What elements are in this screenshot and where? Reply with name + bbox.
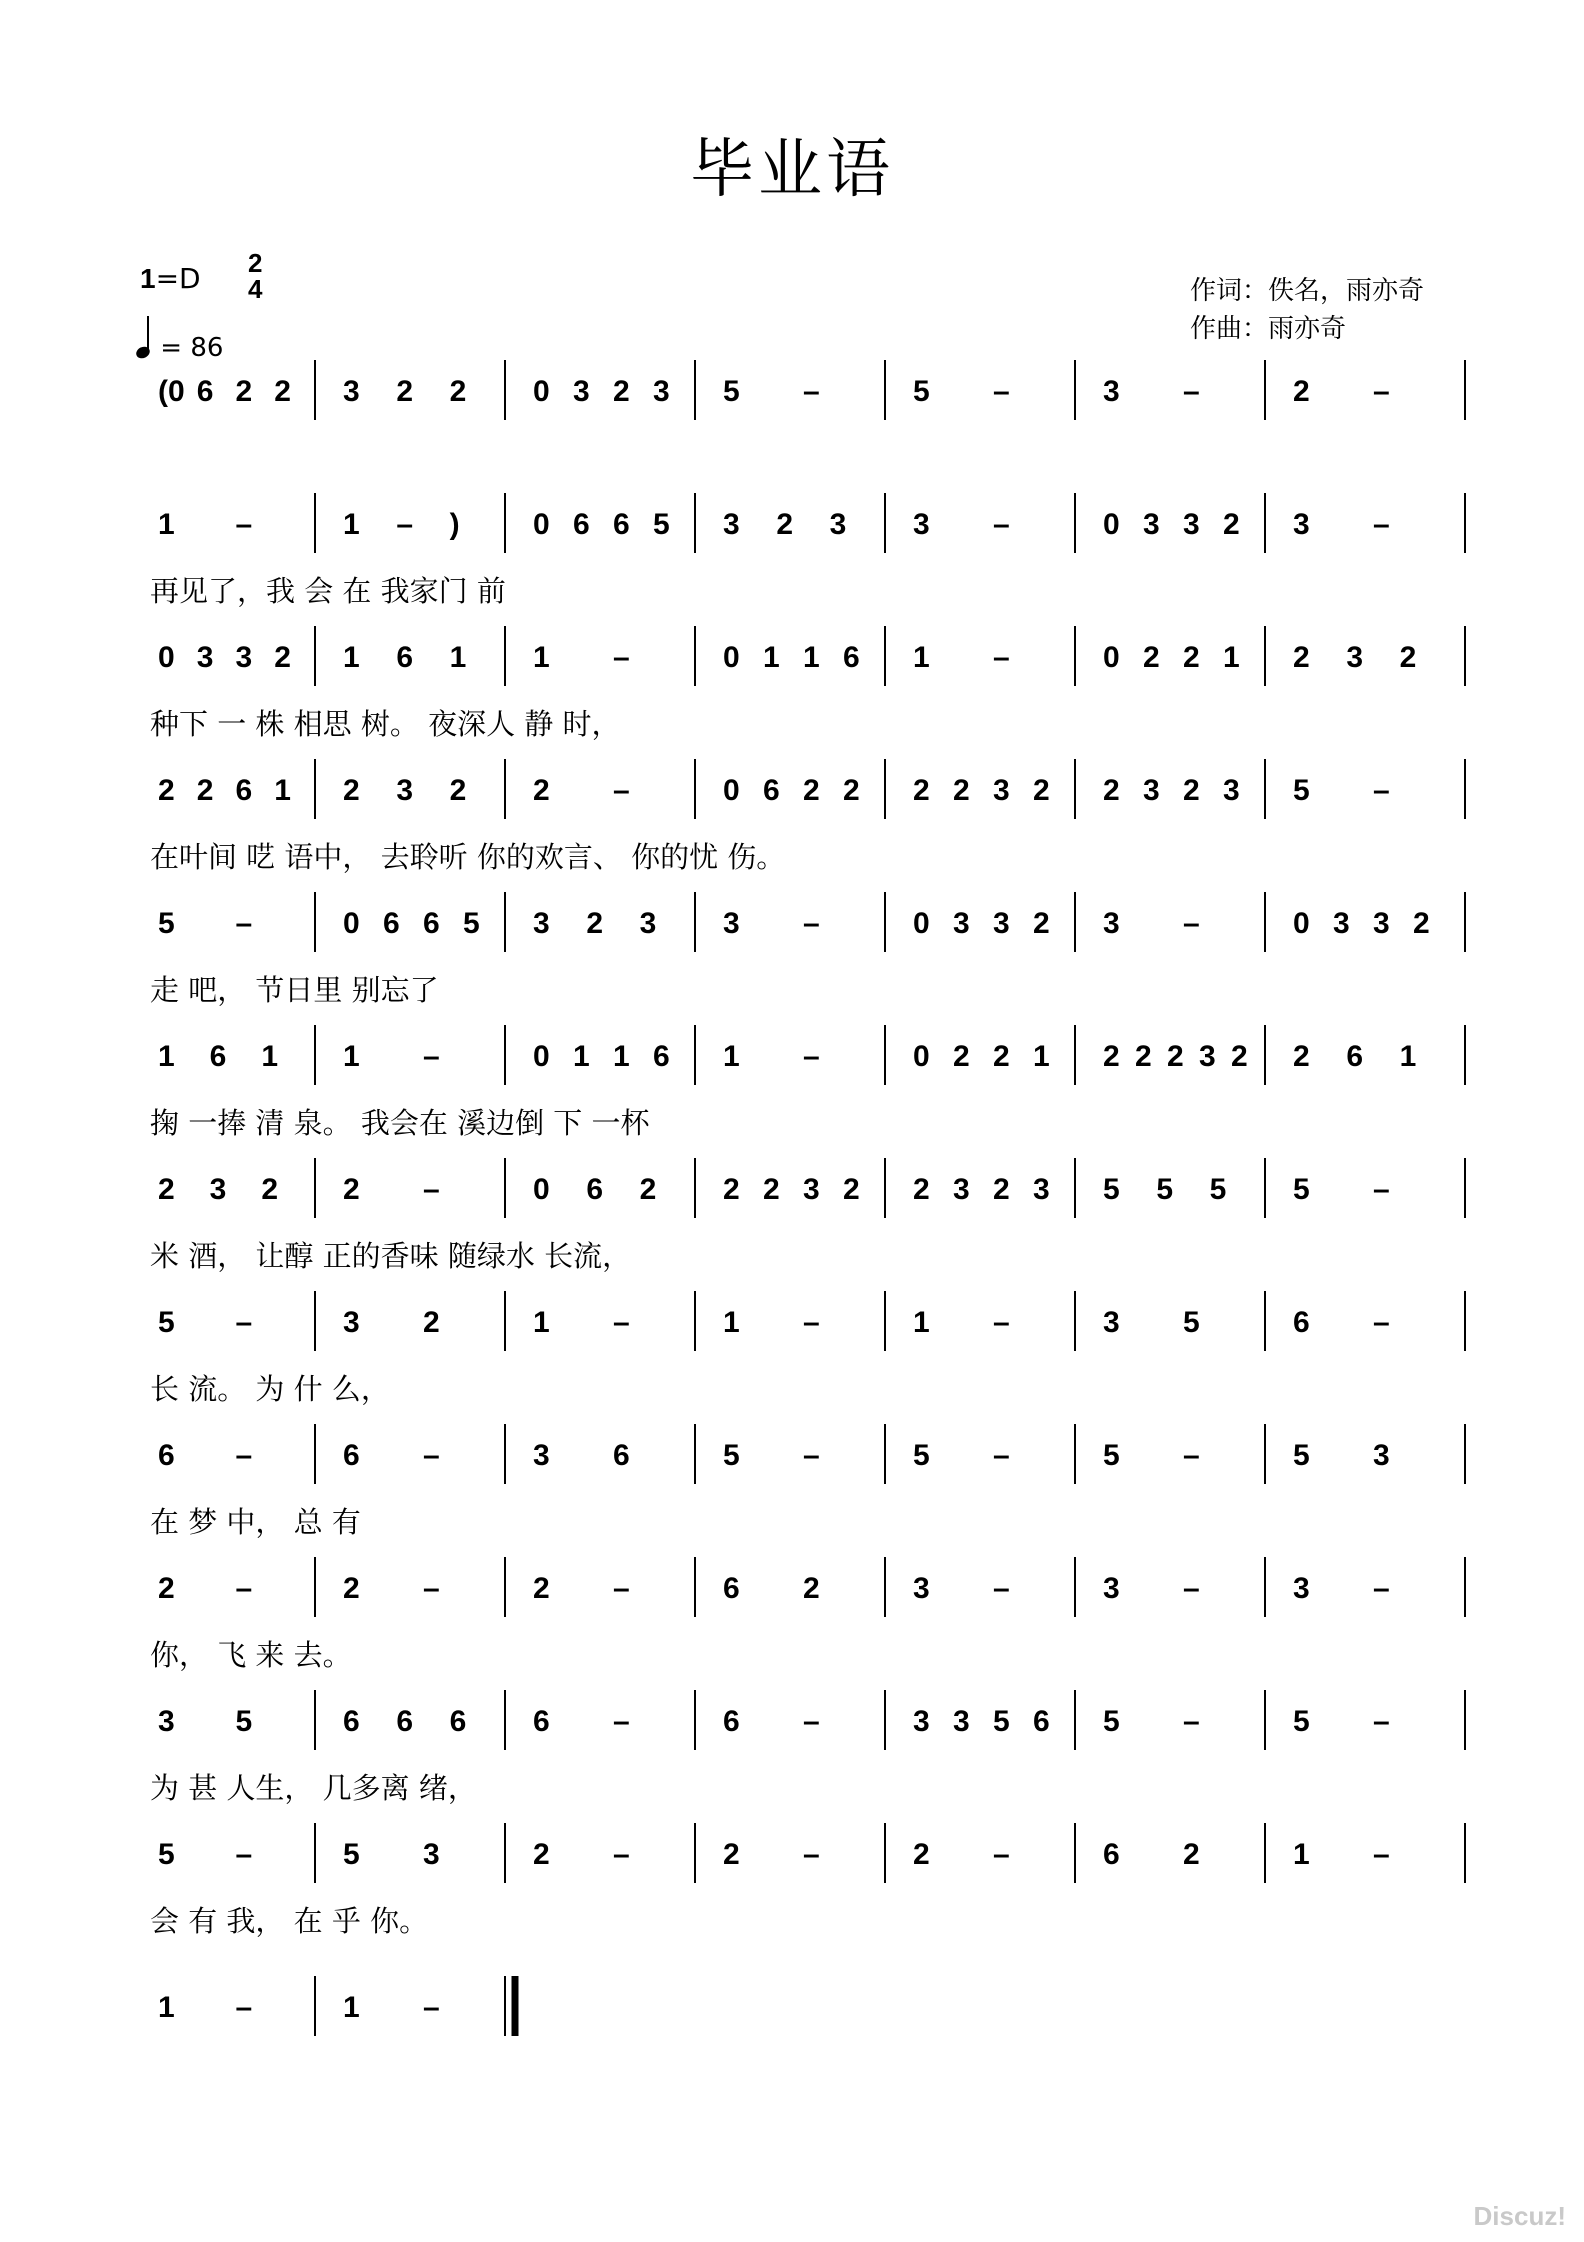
jianpu-note: 5 bbox=[1293, 1705, 1310, 1738]
jianpu-note: 2 bbox=[1183, 774, 1200, 807]
jianpu-note: 2 bbox=[913, 1173, 930, 1206]
jianpu-note: 2 bbox=[1223, 508, 1240, 541]
jianpu-note: 0 bbox=[723, 774, 740, 807]
jianpu-note: 5 bbox=[1103, 1705, 1120, 1738]
jianpu-note: 1 bbox=[1223, 641, 1240, 674]
jianpu-note: 2 bbox=[158, 774, 175, 807]
jianpu-note: – bbox=[803, 1705, 820, 1738]
jianpu-note: 5 bbox=[1293, 1173, 1310, 1206]
jianpu-note: – bbox=[613, 1306, 630, 1339]
jianpu-note: 2 bbox=[843, 1173, 860, 1206]
jianpu-note: – bbox=[423, 1040, 440, 1073]
jianpu-note: – bbox=[1183, 1705, 1200, 1738]
jianpu-note: 6 bbox=[449, 1705, 467, 1738]
jianpu-note: 2 bbox=[776, 508, 794, 541]
jianpu-note: 3 bbox=[829, 508, 847, 541]
jianpu-note: – bbox=[613, 774, 630, 807]
jianpu-note: 2 bbox=[449, 375, 467, 408]
jianpu-note: 2 bbox=[1293, 375, 1310, 408]
jianpu-note: – bbox=[1373, 1173, 1390, 1206]
jianpu-note: 5 bbox=[158, 1838, 175, 1871]
jianpu-note: 1 bbox=[803, 641, 820, 674]
jianpu-note: 5 bbox=[913, 1439, 930, 1472]
jianpu-note: 1 bbox=[343, 1991, 360, 2024]
jianpu-note: – bbox=[1183, 907, 1200, 940]
jianpu-note: 2 bbox=[993, 1040, 1010, 1073]
jianpu-note: 3 bbox=[953, 1705, 970, 1738]
jianpu-note: – bbox=[235, 1439, 253, 1472]
jianpu-note: 3 bbox=[423, 1838, 440, 1871]
jianpu-note: 1 bbox=[613, 1040, 630, 1073]
jianpu-note: 3 bbox=[533, 907, 550, 940]
jianpu-note: 2 bbox=[1413, 907, 1430, 940]
jianpu-note: – bbox=[613, 641, 630, 674]
jianpu-note: 5 bbox=[913, 375, 930, 408]
jianpu-note: 6 bbox=[723, 1572, 740, 1605]
jianpu-note: 1 bbox=[1399, 1040, 1417, 1073]
jianpu-note: 2 bbox=[343, 774, 360, 807]
jianpu-note: 3 bbox=[343, 1306, 360, 1339]
jianpu-note: 1 bbox=[158, 508, 175, 541]
jianpu-note: – bbox=[235, 1838, 253, 1871]
jianpu-note: 3 bbox=[953, 1173, 970, 1206]
lyrics-line: 你， 飞 来 去。 bbox=[150, 1638, 352, 1672]
jianpu-note: – bbox=[993, 1306, 1010, 1339]
jianpu-note: 2 bbox=[1293, 641, 1310, 674]
jianpu-note: 0 bbox=[533, 1173, 550, 1206]
jianpu-note: 3 bbox=[953, 907, 970, 940]
jianpu-note: 6 bbox=[1346, 1040, 1364, 1073]
jianpu-note: 6 bbox=[343, 1705, 360, 1738]
lyrics-line: 在叶间 呓 语中， 去聆听 你的欢言、 你的忧 伤。 bbox=[150, 840, 786, 874]
jianpu-note: 5 bbox=[993, 1705, 1010, 1738]
jianpu-note: 1 bbox=[158, 1991, 175, 2024]
jianpu-note: 2 bbox=[1183, 1838, 1200, 1871]
jianpu-note: 2 bbox=[274, 375, 291, 408]
jianpu-note: 3 bbox=[1333, 907, 1350, 940]
jianpu-note: 2 bbox=[913, 774, 930, 807]
jianpu-note: 2 bbox=[723, 1838, 740, 1871]
jianpu-note: – bbox=[803, 1439, 820, 1472]
jianpu-note: 6 bbox=[613, 508, 630, 541]
jianpu-note: 3 bbox=[1103, 1306, 1120, 1339]
jianpu-note: 2 bbox=[843, 774, 860, 807]
jianpu-note: 1 bbox=[913, 641, 930, 674]
jianpu-note: – bbox=[235, 907, 253, 940]
jianpu-note: 6 bbox=[396, 1705, 414, 1738]
jianpu-note: 1 bbox=[1293, 1838, 1310, 1871]
jianpu-note: – bbox=[613, 1572, 630, 1605]
jianpu-note: 6 bbox=[1293, 1306, 1310, 1339]
jianpu-note: 2 bbox=[953, 774, 970, 807]
jianpu-note: 1 bbox=[449, 641, 467, 674]
jianpu-note: – bbox=[613, 1838, 630, 1871]
jianpu-note: 3 bbox=[343, 375, 360, 408]
jianpu-note: – bbox=[235, 1991, 253, 2024]
time-signature-bottom: 4 bbox=[248, 274, 263, 304]
jianpu-note: 3 bbox=[993, 907, 1010, 940]
jianpu-note: 6 bbox=[586, 1173, 604, 1206]
jianpu-note: 2 bbox=[953, 1040, 970, 1073]
jianpu-note: – bbox=[1373, 1306, 1390, 1339]
jianpu-note: 3 bbox=[639, 907, 657, 940]
jianpu-note: 2 bbox=[396, 375, 414, 408]
jianpu-note: – bbox=[613, 1705, 630, 1738]
jianpu-note: 0 bbox=[533, 375, 550, 408]
jianpu-note: 1 bbox=[158, 1040, 175, 1073]
jianpu-note: 0 bbox=[913, 1040, 930, 1073]
jianpu-note: – bbox=[993, 1572, 1010, 1605]
jianpu-note: – bbox=[396, 508, 414, 541]
jianpu-note: 0 bbox=[343, 907, 360, 940]
jianpu-note: 6 bbox=[158, 1439, 175, 1472]
jianpu-note: 5 bbox=[1183, 1306, 1200, 1339]
watermark: Discuz! bbox=[1473, 2201, 1566, 2231]
jianpu-note: 2 bbox=[1103, 774, 1120, 807]
jianpu-note: 2 bbox=[1033, 907, 1050, 940]
jianpu-note: 0 bbox=[1293, 907, 1310, 940]
jianpu-note: 0 bbox=[723, 641, 740, 674]
jianpu-note: – bbox=[803, 1306, 820, 1339]
jianpu-note: 5 bbox=[653, 508, 670, 541]
jianpu-note: – bbox=[235, 1572, 253, 1605]
jianpu-note: – bbox=[1373, 375, 1390, 408]
jianpu-note: 1 bbox=[343, 1040, 360, 1073]
jianpu-note: 2 bbox=[1293, 1040, 1310, 1073]
jianpu-note: 2 bbox=[913, 1838, 930, 1871]
jianpu-note: 5 bbox=[1293, 1439, 1310, 1472]
jianpu-note: 2 bbox=[449, 774, 467, 807]
jianpu-note: 2 bbox=[1135, 1040, 1152, 1073]
jianpu-note: 2 bbox=[993, 1173, 1010, 1206]
jianpu-note: 3 bbox=[1346, 641, 1364, 674]
jianpu-note: 6 bbox=[209, 1040, 227, 1073]
jianpu-note: 5 bbox=[723, 375, 740, 408]
jianpu-note: – bbox=[1183, 1439, 1200, 1472]
lyricist-credit: 作词：佚名，雨亦奇 bbox=[1190, 276, 1425, 306]
jianpu-note: 3 bbox=[1103, 375, 1120, 408]
jianpu-note: 5 bbox=[1209, 1173, 1227, 1206]
jianpu-note: 0 bbox=[1103, 641, 1120, 674]
jianpu-note: 6 bbox=[763, 774, 780, 807]
jianpu-note: 6 bbox=[613, 1439, 630, 1472]
jianpu-note: – bbox=[1373, 1838, 1390, 1871]
jianpu-note: 6 bbox=[573, 508, 590, 541]
jianpu-note: 0 bbox=[533, 508, 550, 541]
jianpu-note: 2 bbox=[158, 1173, 175, 1206]
jianpu-note: 0 bbox=[1103, 508, 1120, 541]
jianpu-note: – bbox=[993, 641, 1010, 674]
jianpu-note: 5 bbox=[158, 1306, 175, 1339]
jianpu-note: 3 bbox=[1293, 1572, 1310, 1605]
jianpu-note: 0 bbox=[158, 641, 175, 674]
jianpu-note: 3 bbox=[1143, 508, 1160, 541]
jianpu-note: 2 bbox=[158, 1572, 175, 1605]
jianpu-note: – bbox=[423, 1572, 440, 1605]
jianpu-note: – bbox=[803, 907, 820, 940]
jianpu-note: – bbox=[423, 1173, 440, 1206]
jianpu-note: 2 bbox=[639, 1173, 657, 1206]
lyrics-line: 掬 一捧 清 泉。 我会在 溪边倒 下 一杯 bbox=[150, 1106, 650, 1140]
tempo-value: = 86 bbox=[160, 333, 224, 363]
jianpu-note: ) bbox=[449, 508, 460, 541]
jianpu-note: 3 bbox=[1143, 774, 1160, 807]
jianpu-note: – bbox=[1183, 375, 1200, 408]
jianpu-note: 1 bbox=[1033, 1040, 1050, 1073]
jianpu-note: 3 bbox=[1293, 508, 1310, 541]
jianpu-note: 3 bbox=[1199, 1040, 1216, 1073]
jianpu-note: 0 bbox=[533, 1040, 550, 1073]
jianpu-note: 2 bbox=[803, 1572, 820, 1605]
jianpu-note: – bbox=[423, 1439, 440, 1472]
jianpu-note: 2 bbox=[1231, 1040, 1248, 1073]
jianpu-note: 5 bbox=[1103, 1439, 1120, 1472]
jianpu-note: 6 bbox=[343, 1439, 360, 1472]
jianpu-note: 1 bbox=[343, 508, 360, 541]
jianpu-note: 2 bbox=[343, 1173, 360, 1206]
jianpu-note: 2 bbox=[586, 907, 604, 940]
jianpu-note: 2 bbox=[1167, 1040, 1184, 1073]
jianpu-note: 3 bbox=[196, 641, 214, 674]
jianpu-note: 6 bbox=[1103, 1838, 1120, 1871]
page-title: 毕业语 bbox=[690, 133, 894, 207]
lyrics-line: 为 甚 人生， 几多离 绪， bbox=[150, 1771, 477, 1805]
jianpu-note: 3 bbox=[1223, 774, 1240, 807]
jianpu-note: 3 bbox=[158, 1705, 175, 1738]
jianpu-note: 0 bbox=[913, 907, 930, 940]
key-equals: =D bbox=[155, 262, 201, 295]
jianpu-note: 2 bbox=[763, 1173, 780, 1206]
jianpu-note: 5 bbox=[1293, 774, 1310, 807]
jianpu-note: – bbox=[993, 1838, 1010, 1871]
jianpu-note: 1 bbox=[533, 641, 550, 674]
jianpu-note: – bbox=[993, 1439, 1010, 1472]
jianpu-note: 5 bbox=[463, 907, 480, 940]
jianpu-note: 3 bbox=[209, 1173, 227, 1206]
jianpu-note: 3 bbox=[913, 1705, 930, 1738]
lyrics-line: 米 酒， 让醇 正的香味 随绿水 长流， bbox=[150, 1239, 632, 1273]
jianpu-note: 2 bbox=[533, 1572, 550, 1605]
jianpu-note: – bbox=[993, 375, 1010, 408]
jianpu-note: 2 bbox=[1143, 641, 1160, 674]
jianpu-note: 3 bbox=[723, 907, 740, 940]
jianpu-note: 2 bbox=[235, 375, 253, 408]
time-signature-top: 2 bbox=[248, 248, 263, 278]
jianpu-note: 2 bbox=[533, 1838, 550, 1871]
jianpu-note: – bbox=[803, 1040, 820, 1073]
jianpu-note: 1 bbox=[274, 774, 291, 807]
jianpu-note: 2 bbox=[613, 375, 630, 408]
jianpu-note: 6 bbox=[723, 1705, 740, 1738]
lyrics-line: 走 吧， 节日里 别忘了 bbox=[150, 973, 439, 1007]
jianpu-note: 2 bbox=[533, 774, 550, 807]
jianpu-note: – bbox=[1373, 508, 1390, 541]
jianpu-note: 2 bbox=[423, 1306, 440, 1339]
composer-credit: 作曲：雨亦奇 bbox=[1190, 314, 1347, 344]
jianpu-note: 1 bbox=[763, 641, 780, 674]
jianpu-note: 5 bbox=[723, 1439, 740, 1472]
jianpu-note: – bbox=[1373, 1572, 1390, 1605]
jianpu-note: – bbox=[235, 508, 253, 541]
jianpu-note: 3 bbox=[653, 375, 670, 408]
jianpu-note: 5 bbox=[235, 1705, 253, 1738]
jianpu-note: 2 bbox=[1399, 641, 1417, 674]
jianpu-note: 2 bbox=[1183, 641, 1200, 674]
jianpu-note: 3 bbox=[1103, 907, 1120, 940]
jianpu-note: 3 bbox=[803, 1173, 820, 1206]
jianpu-note: 1 bbox=[533, 1306, 550, 1339]
jianpu-note: 1 bbox=[723, 1306, 740, 1339]
jianpu-note: 6 bbox=[235, 774, 253, 807]
jianpu-note: 6 bbox=[396, 641, 414, 674]
jianpu-note: 3 bbox=[573, 375, 590, 408]
jianpu-note: 3 bbox=[396, 774, 414, 807]
jianpu-note: 3 bbox=[235, 641, 253, 674]
jianpu-note: 3 bbox=[1183, 508, 1200, 541]
jianpu-note: – bbox=[1373, 1705, 1390, 1738]
jianpu-note: – bbox=[993, 508, 1010, 541]
jianpu-note: 2 bbox=[723, 1173, 740, 1206]
jianpu-note: 6 bbox=[533, 1705, 550, 1738]
jianpu-note: 2 bbox=[343, 1572, 360, 1605]
jianpu-note: (0 bbox=[158, 375, 185, 408]
jianpu-note: – bbox=[803, 1838, 820, 1871]
jianpu-note: 6 bbox=[1033, 1705, 1050, 1738]
jianpu-note: 2 bbox=[803, 774, 820, 807]
lyrics-line: 再见了，我 会 在 我家门 前 bbox=[150, 574, 506, 608]
jianpu-note: 5 bbox=[343, 1838, 360, 1871]
jianpu-note: 6 bbox=[383, 907, 400, 940]
jianpu-note: – bbox=[1183, 1572, 1200, 1605]
jianpu-note: 5 bbox=[1156, 1173, 1174, 1206]
jianpu-note: 1 bbox=[723, 1040, 740, 1073]
jianpu-note: 1 bbox=[913, 1306, 930, 1339]
jianpu-note: 3 bbox=[1373, 907, 1390, 940]
lyrics-line: 长 流。 为 什 么， bbox=[150, 1372, 390, 1406]
jianpu-note: 6 bbox=[843, 641, 860, 674]
jianpu-note: 3 bbox=[1033, 1173, 1050, 1206]
jianpu-note: – bbox=[803, 375, 820, 408]
jianpu-note: – bbox=[235, 1306, 253, 1339]
jianpu-note: 2 bbox=[1103, 1040, 1120, 1073]
jianpu-note: 1 bbox=[343, 641, 360, 674]
jianpu-note: – bbox=[423, 1991, 440, 2024]
jianpu-note: 3 bbox=[1373, 1439, 1390, 1472]
jianpu-note: 2 bbox=[261, 1173, 279, 1206]
jianpu-note: 3 bbox=[1103, 1572, 1120, 1605]
jianpu-note: 3 bbox=[993, 774, 1010, 807]
jianpu-note: 3 bbox=[913, 508, 930, 541]
jianpu-note: 1 bbox=[261, 1040, 279, 1073]
lyrics-line: 会 有 我， 在 乎 你。 bbox=[150, 1904, 429, 1938]
jianpu-note: – bbox=[1373, 774, 1390, 807]
jianpu-note: 5 bbox=[158, 907, 175, 940]
lyrics-line: 种下 一 株 相思 树。 夜深人 静 时， bbox=[150, 707, 621, 741]
jianpu-note: 6 bbox=[196, 375, 214, 408]
jianpu-note: 2 bbox=[274, 641, 291, 674]
key-tonic: 1 bbox=[140, 263, 156, 294]
jianpu-note: 2 bbox=[1033, 774, 1050, 807]
jianpu-note: 3 bbox=[533, 1439, 550, 1472]
jianpu-note: 2 bbox=[196, 774, 214, 807]
jianpu-note: 1 bbox=[573, 1040, 590, 1073]
jianpu-note: 3 bbox=[913, 1572, 930, 1605]
lyrics-line: 在 梦 中， 总 有 bbox=[150, 1505, 361, 1539]
jianpu-note: 3 bbox=[723, 508, 740, 541]
jianpu-note: 6 bbox=[423, 907, 440, 940]
jianpu-note: 6 bbox=[653, 1040, 670, 1073]
jianpu-note: 5 bbox=[1103, 1173, 1120, 1206]
